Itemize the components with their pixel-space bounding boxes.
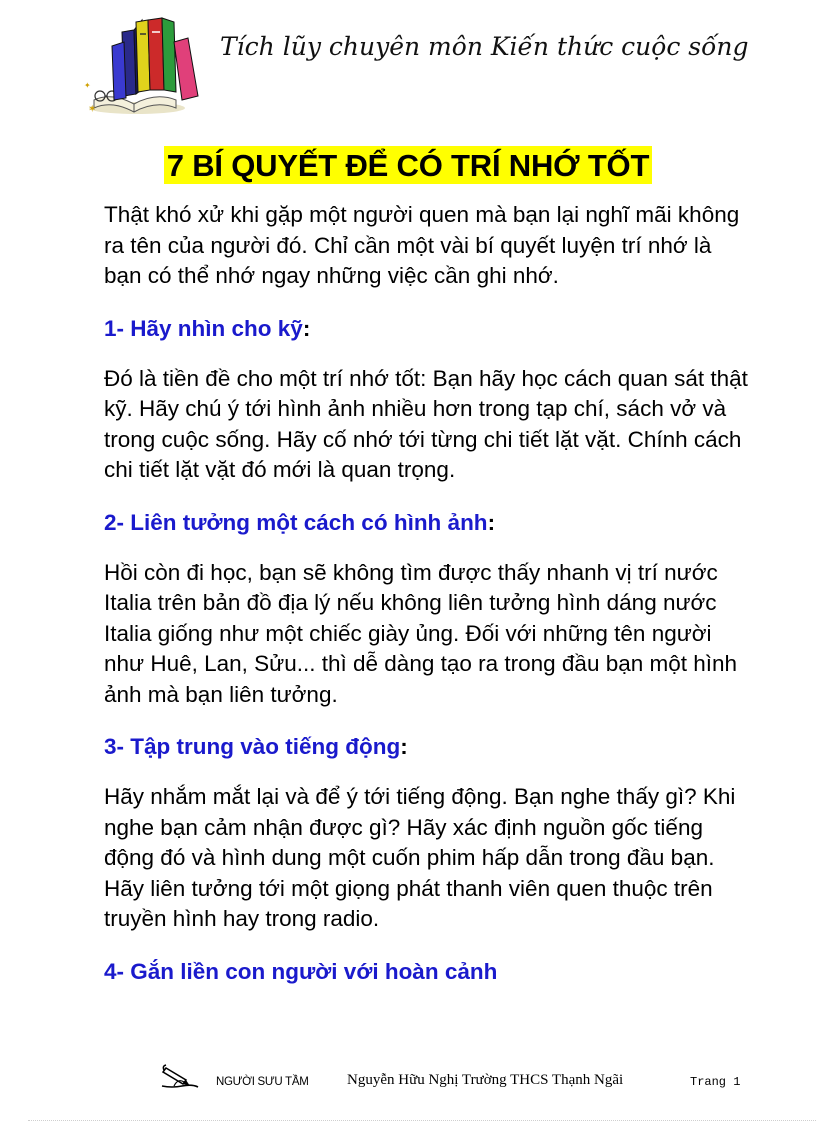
section-body-2: Hồi còn đi học, bạn sẽ không tìm được thấy nhanh vị trí nước Italia trên bản đồ địa lý nếu không liên tưởng hình dáng nước Italia giống như một chiếc giày ủng. Đối với những tên người như Huê, Lan, Sửu... thì dễ dàng tạo ra trong đầu bạn một hình ảnh mà bạn liên tưởng.	[104, 559, 738, 707]
section-heading-2	[104, 508, 754, 538]
page-bottom-rule	[28, 1120, 816, 1121]
section-heading-4-text: 4- Gắn liền con người với hoàn cảnh	[104, 958, 498, 984]
page-footer	[0, 1060, 816, 1100]
section-heading-2-colon: :	[487, 509, 496, 535]
section-heading-3	[104, 732, 754, 762]
section-heading-4	[104, 957, 754, 987]
section-heading-3-colon: :	[400, 734, 408, 759]
section-heading-1-colon: :	[302, 315, 311, 341]
section-body-3: Hãy nhắm mắt lại và để ý tới tiếng động. Bạn nghe thấy gì? Khi nghe bạn cảm nhận được gì? Hãy xác định nguồn gốc tiếng động đó và hình dung một cuốn phim hấp dẫn trong đầu bạn. Hãy liên tưởng tới một giọng phát thanh viên quen thuộc trên truyền hình hay trong radio.	[104, 784, 736, 931]
section-heading-3-text: 3- Tập trung vào tiếng động	[104, 734, 401, 759]
footer-author: Nguyễn Hữu Nghị Trường THCS Thạnh Ngãi	[347, 1072, 624, 1088]
pen-signature-icon	[160, 1060, 200, 1092]
title-wrap	[0, 146, 816, 184]
svg-text:✶: ✶	[88, 104, 97, 115]
intro-paragraph: Thật khó xử khi gặp một người quen mà bạn lại nghĩ mãi không ra tên của người đó. Chỉ cần một vài bí quyết luyện trí nhớ là bạn có thể nhớ ngay những việc cần ghi nhớ.	[104, 202, 740, 288]
section-body-1: Đó là tiền đề cho một trí nhớ tốt: Bạn hãy học cách quan sát thật kỹ. Hãy chú ý tới hình ảnh nhiều hơn trong tạp chí, sách vở và trong cuộc sống. Hãy cố nhớ tới từng chi tiết lặt vặt. Chính cách chi tiết lặt vặt đó mới là quan trọng.	[104, 365, 748, 482]
section-heading-1-text: 1- Hãy nhìn cho kỹ	[104, 315, 303, 341]
header-tagline: Tích lũy chuyên môn Kiến thức cuộc sống	[220, 32, 749, 61]
svg-text:✦: ✦	[84, 81, 91, 90]
document-body	[104, 200, 754, 1007]
footer-page-number: Trang 1	[690, 1075, 741, 1089]
books-stack-icon	[82, 12, 212, 120]
page-title: 7 BÍ QUYẾT ĐỂ CÓ TRÍ NHỚ TỐT	[164, 146, 652, 184]
footer-collector-label: NGƯỜI SƯU TẦM	[216, 1076, 309, 1088]
section-heading-2-text: 2- Liên tưởng một cách có hình ảnh	[104, 509, 488, 535]
section-heading-1	[104, 314, 754, 344]
